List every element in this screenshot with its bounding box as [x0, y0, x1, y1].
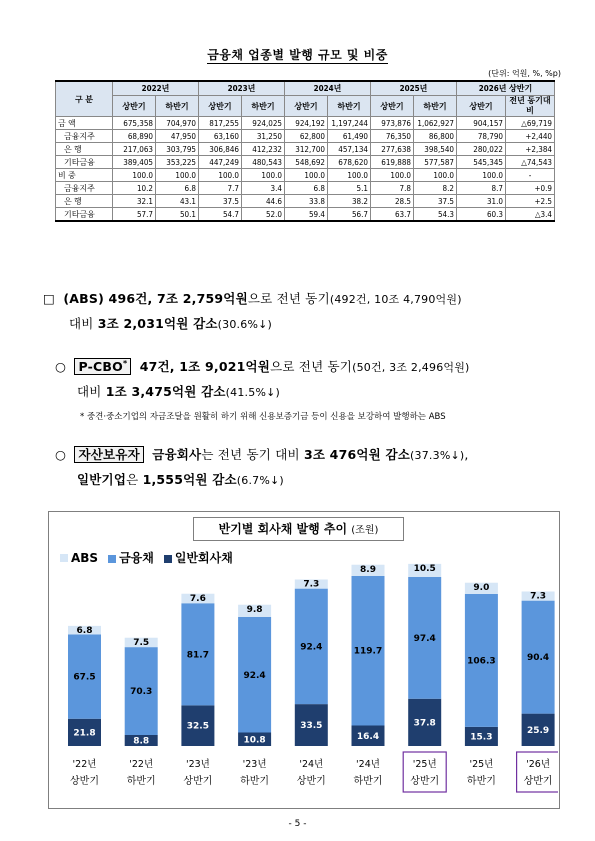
table-cell: 5.1	[328, 182, 371, 195]
table-cell: 548,692	[285, 156, 328, 169]
financial-bond-table	[55, 80, 555, 222]
table-cell: 6.8	[285, 182, 328, 195]
bar-value-label: 16.4	[356, 731, 380, 742]
table-cell: 31.0	[457, 195, 506, 208]
row-label: 은 행	[56, 195, 113, 208]
table-cell: 32.1	[113, 195, 156, 208]
row-label: 기타금융	[56, 208, 113, 222]
bar-value-label: 106.3	[467, 656, 496, 667]
general-co-decrease: 1,555억원 감소	[142, 472, 237, 487]
table-cell: 54.7	[199, 208, 242, 222]
header-half: 상반기	[285, 96, 328, 117]
bar-value-label: 9.8	[246, 604, 263, 615]
table-cell: 38.2	[328, 195, 371, 208]
bar-value-label: 70.3	[130, 687, 153, 698]
header-half: 상반기	[371, 96, 414, 117]
table-cell: 100.0	[156, 169, 199, 182]
table-cell: 76,350	[371, 130, 414, 143]
abs-summary-paragraph	[43, 287, 563, 337]
header-half: 하반기	[328, 96, 371, 117]
table-cell: 7.7	[199, 182, 242, 195]
row-label: 금융지주	[56, 182, 113, 195]
legend-financial: 금융채	[108, 549, 154, 566]
header-yoy: 전년 동기대비	[506, 96, 555, 117]
chart-title: 반기별 회사채 발행 추이 (조원)	[193, 517, 404, 541]
table-cell: 33.8	[285, 195, 328, 208]
table-cell: 59.4	[285, 208, 328, 222]
table-cell: 100.0	[113, 169, 156, 182]
bar-value-label: 67.5	[73, 672, 96, 683]
table-cell: 60.3	[457, 208, 506, 222]
table-cell: 61,490	[328, 130, 371, 143]
table-cell: 389,405	[113, 156, 156, 169]
text: (30.6%↓)	[217, 318, 273, 331]
table-row	[56, 143, 555, 156]
table-unit: (단위: 억원, %, %p)	[488, 69, 561, 78]
x-tick-half: 상반기	[296, 776, 326, 787]
text: 으로 전년 동기	[247, 291, 330, 306]
table-row	[56, 130, 555, 143]
table-cell: 577,587	[414, 156, 457, 169]
bar-value-label: 9.0	[473, 582, 490, 593]
row-label: 비 중	[56, 169, 113, 182]
financial-co-decrease: 3조 476억원 감소	[303, 447, 411, 462]
bar-value-label: 81.7	[186, 650, 210, 661]
table-row	[56, 182, 555, 195]
header-half: 하반기	[414, 96, 457, 117]
x-tick-half: 하반기	[126, 776, 156, 787]
text: 일반기업	[77, 472, 127, 487]
table-cell: 973,876	[371, 117, 414, 130]
table-cell: 37.5	[199, 195, 242, 208]
x-tick-year: '22년	[129, 759, 154, 770]
table-cell: △3.4	[506, 208, 555, 222]
table-cell: 63.7	[371, 208, 414, 222]
table-cell: 277,638	[371, 143, 414, 156]
x-tick-half: 상반기	[183, 776, 213, 787]
table-cell: 52.0	[242, 208, 285, 222]
square-bullet: □	[43, 291, 56, 306]
table-cell: 280,022	[457, 143, 506, 156]
bar-value-label: 7.6	[189, 593, 206, 604]
header-year-2025: 2025년	[371, 81, 457, 96]
x-tick-half: 하반기	[466, 776, 496, 787]
x-tick-year: '23년	[185, 759, 210, 770]
table-cell: 924,192	[285, 117, 328, 130]
pcbo-total: 47건, 1조 9,021억원	[139, 359, 271, 375]
bar-value-label: 10.5	[413, 563, 436, 574]
table-cell: 480,543	[242, 156, 285, 169]
page-number: - 5 -	[288, 819, 307, 829]
header-category: 구 분	[56, 81, 113, 117]
table-cell: 1,197,244	[328, 117, 371, 130]
text: 대비	[69, 316, 98, 331]
table-cell: -	[506, 169, 555, 182]
table-cell: +2,384	[506, 143, 555, 156]
bar-value-label: 97.4	[413, 633, 436, 644]
table-cell: 28.5	[371, 195, 414, 208]
bar-value-label: 92.4	[243, 670, 266, 681]
table-cell: 545,345	[457, 156, 506, 169]
table-cell: 100.0	[371, 169, 414, 182]
bar-value-label: 92.4	[300, 642, 323, 653]
header-half: 하반기	[242, 96, 285, 117]
table-cell: 100.0	[285, 169, 328, 182]
table-row	[56, 117, 555, 130]
x-tick-half: 상반기	[410, 776, 440, 787]
bar-value-label: 8.8	[133, 736, 150, 747]
bar-value-label: 7.5	[133, 637, 150, 648]
table-cell: △69,719	[506, 117, 555, 130]
x-tick-half: 상반기	[70, 776, 99, 787]
table-cell: 447,249	[199, 156, 242, 169]
table-cell: +2.5	[506, 195, 555, 208]
x-tick-year: '24년	[356, 759, 380, 770]
table-cell: 54.3	[414, 208, 457, 222]
header-year-2024: 2024년	[285, 81, 371, 96]
bar-value-label: 8.9	[360, 564, 376, 575]
bar-value-label: 10.8	[243, 735, 266, 746]
table-cell: 78,790	[457, 130, 506, 143]
table-cell: 100.0	[242, 169, 285, 182]
bar-value-label: 90.4	[526, 653, 550, 664]
row-label: 기타금융	[56, 156, 113, 169]
table-cell: 31,250	[242, 130, 285, 143]
table-cell: 100.0	[328, 169, 371, 182]
bar-value-label: 25.9	[526, 725, 550, 736]
table-cell: 100.0	[457, 169, 506, 182]
table-cell: 817,255	[199, 117, 242, 130]
table-cell: 44.6	[242, 195, 285, 208]
x-tick-half: 상반기	[523, 776, 553, 787]
table-cell: 1,062,927	[414, 117, 457, 130]
table-cell: 217,063	[113, 143, 156, 156]
table-cell: 56.7	[328, 208, 371, 222]
text: (492건, 10조 4,790억원)	[329, 293, 462, 306]
bar-value-label: 119.7	[353, 646, 383, 657]
table-cell: 457,134	[328, 143, 371, 156]
row-label: 금 액	[56, 117, 113, 130]
table-cell: 86,800	[414, 130, 457, 143]
table-cell: 10.2	[113, 182, 156, 195]
table-cell: 306,846	[199, 143, 242, 156]
text: (37.3%↓)	[410, 449, 465, 462]
bar-value-label: 6.8	[76, 625, 93, 636]
legend-abs: ABS	[60, 551, 98, 565]
table-cell: 904,157	[457, 117, 506, 130]
x-tick-year: '25년	[412, 759, 437, 770]
x-tick-year: '22년	[72, 759, 97, 770]
text: 대비	[77, 384, 106, 400]
table-cell: 3.4	[242, 182, 285, 195]
table-cell: △74,543	[506, 156, 555, 169]
table-cell: 704,970	[156, 117, 199, 130]
table-cell: 100.0	[199, 169, 242, 182]
table-cell: 353,225	[156, 156, 199, 169]
bar-value-label: 7.3	[303, 579, 320, 590]
text: ,	[464, 447, 469, 462]
table-title: 금융채 업종별 발행 규모 및 비중	[207, 48, 388, 62]
pcbo-paragraph	[55, 352, 565, 405]
table-cell: 303,795	[156, 143, 199, 156]
x-tick-year: '25년	[469, 759, 494, 770]
footnote: * 중견·중소기업의 자금조달을 원활히 하기 위해 신용보증기금 등이 신용을 보강하여 발행하는 ABS	[80, 412, 446, 422]
table-cell: 47,950	[156, 130, 199, 143]
circle-bullet: ○	[55, 447, 67, 462]
table-cell: 398,540	[414, 143, 457, 156]
text: (41.5%↓)	[225, 386, 281, 400]
bar-chart	[48, 511, 558, 807]
asset-holder-label: 자산보유자	[74, 446, 143, 463]
row-label: 은 행	[56, 143, 113, 156]
x-tick-half: 하반기	[353, 776, 383, 787]
table-cell: 7.8	[371, 182, 414, 195]
table-cell: 924,025	[242, 117, 285, 130]
table-cell: 619,888	[371, 156, 414, 169]
text: 금융회사	[152, 447, 202, 462]
header-half: 하반기	[156, 96, 199, 117]
pcbo-label: P-CBO*	[74, 358, 131, 375]
table-cell: 675,358	[113, 117, 156, 130]
table-cell: 412,232	[242, 143, 285, 156]
table-cell: 50.1	[156, 208, 199, 222]
table-cell: 312,700	[285, 143, 328, 156]
x-tick-year: '23년	[242, 759, 267, 770]
bar-value-label: 7.3	[530, 591, 547, 602]
text: 은	[126, 472, 143, 487]
abs-total: (ABS) 496건, 7조 2,759억원	[63, 291, 248, 306]
text: 으로 전년 동기	[270, 359, 353, 375]
table-cell: 678,620	[328, 156, 371, 169]
table-row	[56, 156, 555, 169]
table-cell: 68,890	[113, 130, 156, 143]
x-tick-half: 하반기	[240, 776, 270, 787]
x-tick-year: '26년	[526, 759, 551, 770]
abs-decrease: 3조 2,031억원 감소	[97, 316, 218, 331]
bar-value-label: 32.5	[186, 721, 210, 732]
header-year-2026: 2026년 상반기	[457, 81, 555, 96]
table-cell: 37.5	[414, 195, 457, 208]
bar-value-label: 15.3	[470, 732, 493, 743]
table-cell: 62,800	[285, 130, 328, 143]
table-row	[56, 169, 555, 182]
table-cell: 6.8	[156, 182, 199, 195]
bar-value-label: 33.5	[300, 721, 323, 732]
header-half: 상반기	[457, 96, 506, 117]
bar-value-label: 37.8	[413, 718, 436, 729]
text: 는 전년 동기 대비	[201, 447, 304, 462]
header-year-2022: 2022년	[113, 81, 199, 96]
table-cell: 57.7	[113, 208, 156, 222]
table-cell: 8.7	[457, 182, 506, 195]
table-row	[56, 195, 555, 208]
header-half: 상반기	[113, 96, 156, 117]
table-cell: 43.1	[156, 195, 199, 208]
row-label: 금융지주	[56, 130, 113, 143]
table-cell: +0.9	[506, 182, 555, 195]
table-cell: 63,160	[199, 130, 242, 143]
pcbo-decrease: 1조 3,475억원 감소	[105, 384, 226, 400]
table-row	[56, 208, 555, 222]
text: (50건, 3조 2,496억원)	[352, 361, 470, 375]
x-tick-year: '24년	[299, 759, 324, 770]
legend-corporate: 일반회사채	[164, 549, 233, 566]
header-year-2023: 2023년	[199, 81, 285, 96]
header-half: 상반기	[199, 96, 242, 117]
table-cell: +2,440	[506, 130, 555, 143]
table-cell: 8.2	[414, 182, 457, 195]
circle-bullet: ○	[55, 359, 67, 375]
bar-value-label: 21.8	[73, 728, 96, 739]
text: (6.7%↓)	[236, 474, 284, 487]
asset-holder-paragraph	[55, 443, 575, 493]
table-cell: 100.0	[414, 169, 457, 182]
